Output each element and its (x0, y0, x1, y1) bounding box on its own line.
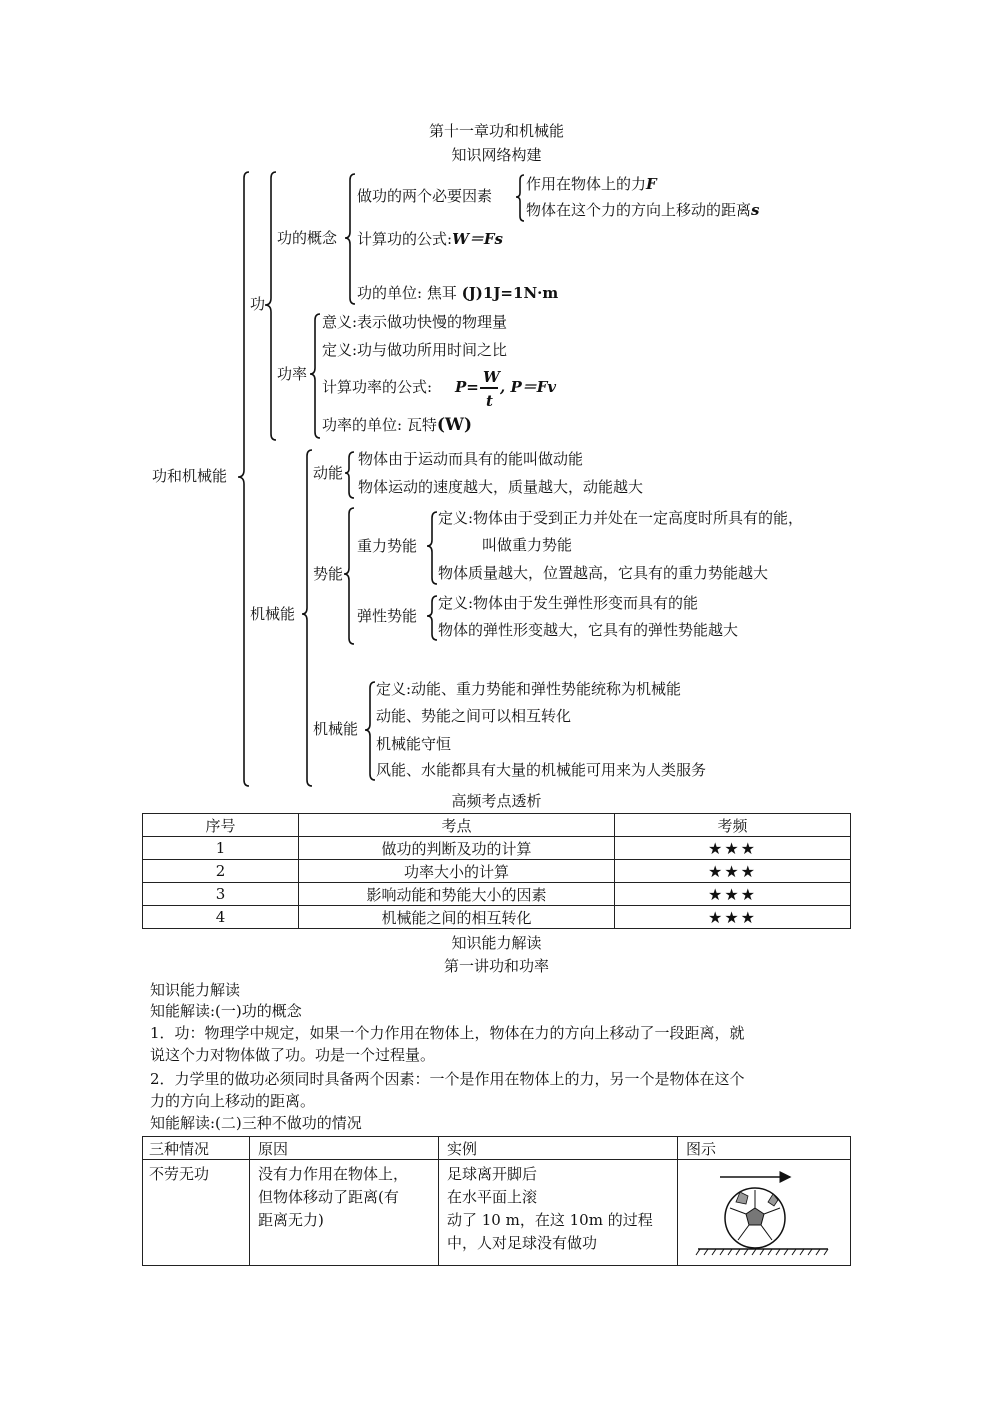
table-cell: 2 (143, 860, 299, 883)
reason-line: 但物体移动了距离(有 (258, 1188, 399, 1206)
high-freq-title: 高频考点透析 (451, 792, 542, 810)
stars-rating: ★★★ (615, 906, 851, 929)
tree-kinetic-line1: 物体由于运动而具有的能叫做动能 (358, 450, 584, 468)
table-row (143, 906, 851, 929)
table-cell (439, 1160, 678, 1266)
tree-power-formula-p: P= (455, 378, 479, 396)
table-header-row (143, 814, 851, 837)
tree-gravity-line2: 物体质量越大，位置越高，它具有的重力势能越大 (438, 564, 769, 582)
table-cell: 4 (143, 906, 299, 929)
case-name: 不劳无功 (149, 1165, 210, 1183)
tree-mechanical-energy-2: 机械能 (313, 720, 359, 738)
tree-gravity-pe: 重力势能 (357, 537, 418, 555)
table-cell: 3 (143, 883, 299, 906)
tree-power-formula-numerator: W (483, 368, 500, 386)
example-line: 在水平面上滚 (447, 1188, 538, 1206)
tree-kinetic-line2: 物体运动的速度越大，质量越大，动能越大 (358, 478, 644, 496)
tree-elastic-pe: 弹性势能 (357, 607, 418, 625)
table-cell: 功率大小的计算 (299, 860, 615, 883)
tree-kinetic: 动能 (313, 464, 344, 482)
table-cell: 1 (143, 837, 299, 860)
lecture-title: 第一讲功和功率 (443, 957, 549, 975)
tree-gravity-def2: 叫做重力势能 (482, 536, 573, 554)
tree-two-factors: 做功的两个必要因素 (357, 187, 493, 205)
body-subheading-2: 知能解读:(二)三种不做功的情况 (150, 1114, 362, 1132)
tree-mechanical-energy: 机械能 (250, 605, 296, 623)
tree-power-definition: 定义:功与做功所用时间之比 (322, 341, 508, 359)
reason-line: 没有力作用在物体上， (258, 1165, 409, 1183)
table-header-cell: 考频 (615, 814, 851, 837)
body-heading: 知识能力解读 (150, 981, 241, 999)
table-header-cell: 原因 (250, 1137, 439, 1160)
tree-mech-line3: 机械能守恒 (376, 735, 452, 753)
body-paragraph-2a: 2．力学里的做功必须同时具备两个因素：一个是作用在物体上的力，另一个是物体在这个 (150, 1070, 745, 1088)
rolling-soccer-ball-icon (678, 1160, 848, 1264)
tree-work-formula: 计算功的公式:W＝Fs (357, 230, 504, 248)
body-paragraph-1b: 说这个力对物体做了功。功是一个过程量。 (150, 1046, 436, 1064)
tree-work-unit: 功的单位: 焦耳 (J)1J=1N·m (357, 284, 559, 302)
table-cell (678, 1160, 851, 1266)
fraction-bar (480, 387, 498, 389)
tree-mech-line4: 风能、水能都具有大量的机械能可用来为人类服务 (376, 761, 707, 779)
table-cell: 做功的判断及功的计算 (299, 837, 615, 860)
table-row (143, 860, 851, 883)
stars-rating: ★★★ (615, 860, 851, 883)
chapter-title: 第十一章功和机械能 (428, 122, 564, 140)
example-line: 动了 10 m，在这 10m 的过程 (447, 1211, 653, 1229)
tree-elastic-def: 定义:物体由于发生弹性形变而具有的能 (438, 594, 699, 612)
stars-rating: ★★★ (615, 837, 851, 860)
table-cell (250, 1160, 439, 1266)
cases-table (142, 1136, 851, 1266)
table-header-cell: 三种情况 (143, 1137, 250, 1160)
stars-rating: ★★★ (615, 883, 851, 906)
tree-work: 功 (250, 295, 266, 313)
table-header-cell: 序号 (143, 814, 299, 837)
table-cell: 影响动能和势能大小的因素 (299, 883, 615, 906)
tree-factor-force: 作用在物体上的力F (526, 175, 657, 193)
tree-work-concept: 功的概念 (277, 229, 338, 247)
example-line: 中，人对足球没有做功 (447, 1234, 598, 1252)
tree-factor-distance: 物体在这个力的方向上移动的距离s (526, 201, 760, 219)
body-paragraph-1a: 1．功：物理学中规定，如果一个力作用在物体上，物体在力的方向上移动了一段距离，就 (150, 1024, 745, 1042)
example-line: 足球离开脚后 (447, 1165, 538, 1183)
reason-line: 距离无力) (258, 1211, 324, 1229)
tree-power: 功率 (277, 365, 308, 383)
body-paragraph-2b: 力的方向上移动的距离。 (150, 1092, 316, 1110)
table-cell (143, 1160, 250, 1266)
ability-title: 知识能力解读 (451, 934, 542, 952)
tree-mech-line2: 动能、势能之间可以相互转化 (376, 707, 572, 725)
tree-gravity-def1: 定义:物体由于受到正力并处在一定高度时所具有的能， (438, 509, 804, 527)
body-subheading-1: 知能解读:(一)功的概念 (150, 1002, 302, 1020)
table-header-cell: 考点 (299, 814, 615, 837)
table-row (143, 1160, 851, 1266)
table-header-row (143, 1137, 851, 1160)
high-freq-table (142, 813, 851, 929)
table-row (143, 883, 851, 906)
tree-power-formula-denominator: t (486, 392, 493, 410)
table-cell: 机械能之间的相互转化 (299, 906, 615, 929)
tree-power-meaning: 意义:表示做功快慢的物理量 (322, 313, 508, 331)
tree-power-formula-tail: , P＝Fv (500, 378, 557, 396)
tree-power-formula-label: 计算功率的公式: (322, 378, 433, 396)
network-title: 知识网络构建 (451, 146, 542, 164)
tree-power-unit: 功率的单位: 瓦特(W) (322, 415, 473, 435)
tree-root: 功和机械能 (152, 467, 228, 485)
tree-mech-def: 定义:动能、重力势能和弹性势能统称为机械能 (376, 680, 682, 698)
table-row (143, 837, 851, 860)
tree-elastic-line2: 物体的弹性形变越大，它具有的弹性势能越大 (438, 621, 739, 639)
tree-potential: 势能 (313, 565, 344, 583)
table-header-cell: 实例 (439, 1137, 678, 1160)
table-header-cell: 图示 (678, 1137, 851, 1160)
